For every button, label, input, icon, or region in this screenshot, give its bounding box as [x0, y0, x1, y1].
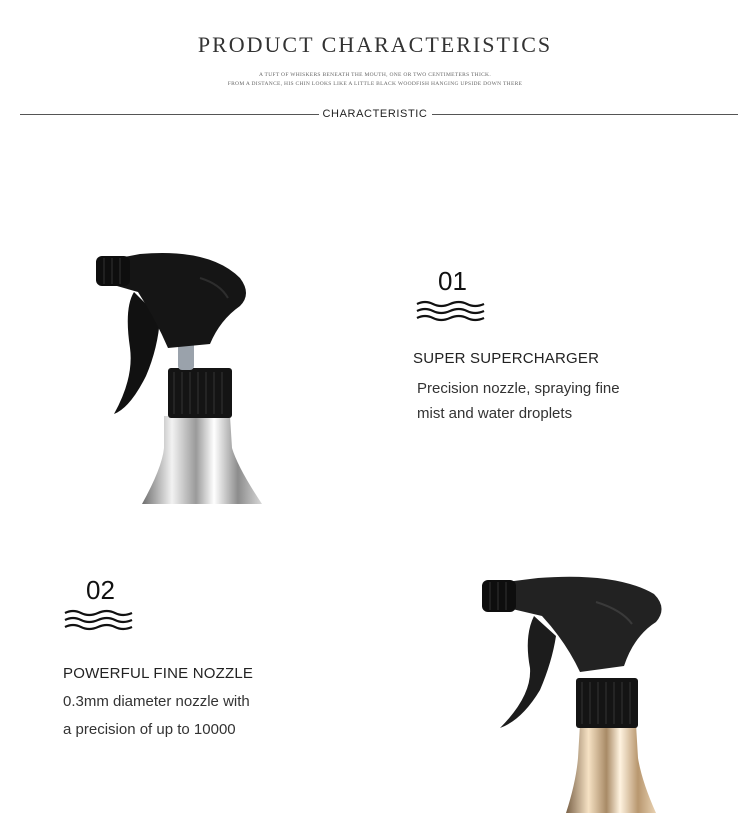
feature-desc-02-line2: a precision of up to 10000	[63, 721, 236, 738]
gold-spray-bottle-image	[476, 572, 670, 813]
subtitle-line-2: FROM A DISTANCE, HIS CHIN LOOKS LIKE A LITTLE BLACK WOODFISH HANGING UPSIDE DOWN THERE	[227, 81, 523, 87]
feature-desc-01-line1: Precision nozzle, spraying fine	[417, 380, 620, 397]
feature-title-01: SUPER SUPERCHARGER	[413, 350, 600, 367]
silver-spray-bottle-image	[90, 248, 270, 508]
feature-desc-02-line1: 0.3mm diameter nozzle with	[63, 693, 250, 710]
subtitle-line-1: A TUFT OF WHISKERS BENEATH THE MOUTH, ONE OR TWO CENTIMETERS THICK.	[258, 72, 491, 78]
feature-number-02: 02	[86, 575, 115, 605]
feature-desc-01-line2: mist and water droplets	[417, 405, 573, 422]
wave-lines-icon	[416, 300, 486, 322]
wave-lines-icon	[64, 609, 134, 631]
page-title: PRODUCT CHARACTERISTICS	[197, 32, 553, 57]
feature-number-01: 01	[438, 266, 467, 296]
section-label: CHARACTERISTIC	[0, 108, 750, 120]
feature-title-02: POWERFUL FINE NOZZLE	[63, 665, 254, 682]
